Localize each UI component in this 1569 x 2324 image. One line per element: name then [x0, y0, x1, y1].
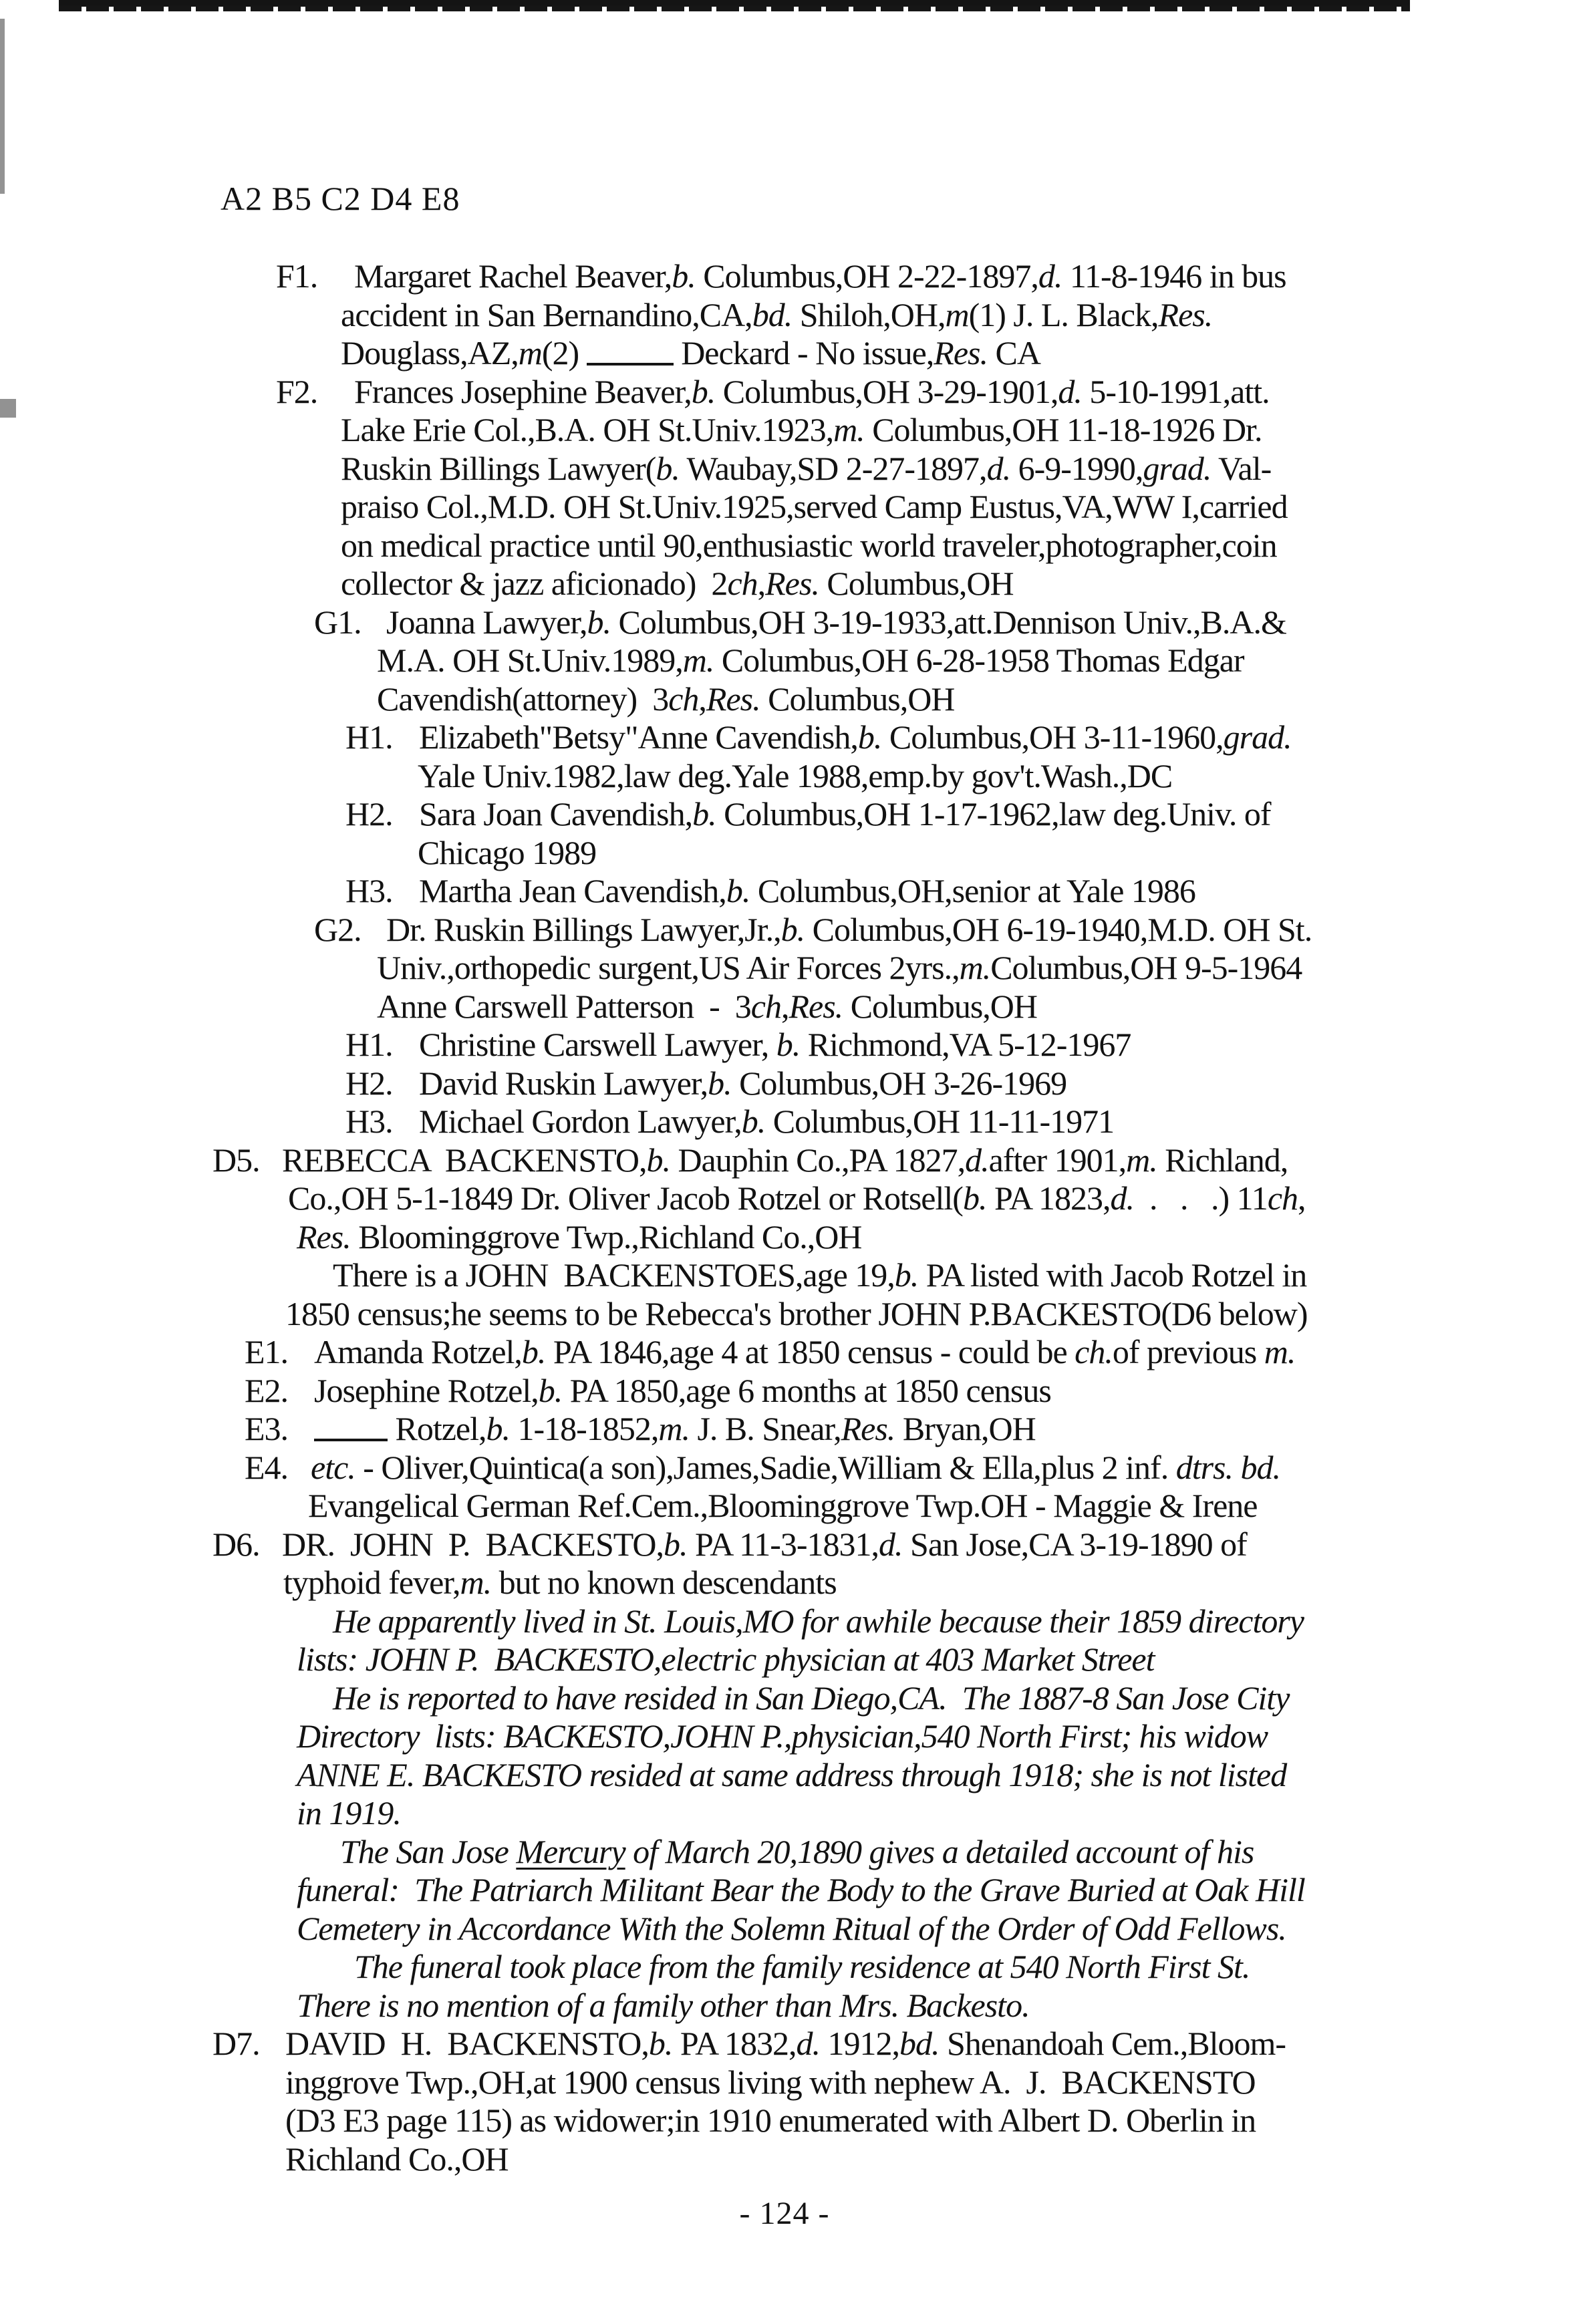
entry-label: H3.	[345, 872, 393, 909]
text-line: inggrove Twp.,OH,at 1900 census living with nephew A. J. BACKENSTO	[285, 2063, 1256, 2101]
scan-artifact-top-bar	[59, 0, 1410, 11]
text-line: Ruskin Billings Lawyer(b. Waubay,SD 2-27-1897,d. 6-9-1990,grad. Val-	[341, 449, 1272, 487]
text-line: accident in San Bernandino,CA,bd. Shiloh,OH,m(1) J. L. Black,Res.	[341, 295, 1213, 333]
text-line: E2. Josephine Rotzel,b. PA 1850,age 6 months at 1850 census	[245, 1371, 1051, 1409]
text-line: G1. Joanna Lawyer,b. Columbus,OH 3-19-1933,att.Dennison Univ.,B.A.&	[314, 603, 1286, 641]
text-line: Richland Co.,OH	[285, 2140, 509, 2178]
text-line: lists: JOHN P. BACKESTO,electric physician at 403 Market Street	[297, 1640, 1155, 1678]
text-line: There is no mention of a family other than Mrs. Backesto.	[297, 1986, 1030, 2024]
text-line: Cemetery in Accordance With the Solemn Ritual of the Order of Odd Fellows.	[297, 1909, 1286, 1947]
text-line: Res. Bloominggrove Twp.,Richland Co.,OH	[297, 1217, 862, 1256]
text-line: 1850 census;he seems to be Rebecca's brother JOHN P.BACKESTO(D6 below)	[285, 1294, 1308, 1332]
scan-artifact-left-edge	[0, 19, 5, 194]
text-line: Lake Erie Col.,B.A. OH St.Univ.1923,m. Columbus,OH 11-18-1926 Dr.	[341, 411, 1262, 448]
entry-label: E1.	[245, 1333, 289, 1370]
entry-label: D7.	[212, 2025, 260, 2062]
entry-label: D6.	[212, 1525, 260, 1563]
text-line: H3. Michael Gordon Lawyer,b. Columbus,OH 11-11-1971	[345, 1103, 1115, 1140]
entry-label: F1.	[276, 257, 318, 295]
entry-label: E4.	[245, 1448, 289, 1486]
text-line: F1. Margaret Rachel Beaver,b. Columbus,OH 2-22-1897,d. 11-8-1946 in bus	[276, 257, 1286, 295]
text-line: in 1919.	[297, 1794, 401, 1832]
entry-label: H1.	[345, 718, 393, 756]
entry-label: G1.	[314, 603, 362, 641]
text-line: He is reported to have resided in San Diego,CA. The 1887-8 San Jose City	[333, 1679, 1290, 1717]
text-block	[0, 257, 1569, 2178]
blank-line	[587, 363, 674, 366]
text-line: There is a JOHN BACKENSTOES,age 19,b. PA listed with Jacob Rotzel in	[333, 1256, 1307, 1294]
text-line: The San Jose Mercury of March 20,1890 gives a detailed account of his	[340, 1832, 1254, 1870]
text-line: E1. Amanda Rotzel,b. PA 1846,age 4 at 1850 census - could be ch.of previous m.	[245, 1333, 1296, 1370]
text-line: E4. etc. - Oliver,Quintica(a son),James,Sadie,William & Ella,plus 2 inf. dtrs. bd.	[245, 1448, 1281, 1486]
text-line: D7. DAVID H. BACKENSTO,b. PA 1832,d. 1912,bd. Shenandoah Cem.,Bloom-	[212, 2025, 1286, 2062]
entry-label: E3.	[245, 1410, 289, 1447]
text-line: Yale Univ.1982,law deg.Yale 1988,emp.by gov't.Wash.,DC	[418, 756, 1173, 794]
text-line: The funeral took place from the family residence at 540 North First St.	[354, 1948, 1250, 1985]
text-line: Douglass,AZ,m(2) Deckard - No issue,Res. CA	[341, 334, 1040, 372]
entry-label: E2.	[245, 1371, 289, 1409]
text-line: He apparently lived in St. Louis,MO for awhile because their 1859 directory	[333, 1602, 1304, 1640]
text-line: M.A. OH St.Univ.1989,m. Columbus,OH 6-28-1958 Thomas Edgar	[377, 641, 1244, 679]
text-line: H1. Christine Carswell Lawyer, b. Richmond,VA 5-12-1967	[345, 1026, 1131, 1063]
text-line: H3. Martha Jean Cavendish,b. Columbus,OH,senior at Yale 1986	[345, 872, 1195, 909]
text-line: Cavendish(attorney) 3ch,Res. Columbus,OH	[377, 680, 955, 718]
text-line: Anne Carswell Patterson - 3ch,Res. Columbus,OH	[377, 987, 1037, 1025]
generation-code-heading: A2 B5 C2 D4 E8	[221, 180, 460, 217]
entry-label: F2.	[276, 372, 318, 410]
page-number: - 124 -	[739, 2196, 830, 2231]
text-line: Chicago 1989	[418, 833, 597, 871]
text-line: E3. Rotzel,b. 1-18-1852,m. J. B. Snear,Res. Bryan,OH	[245, 1410, 1036, 1447]
text-line: collector & jazz aficionado) 2ch,Res. Columbus,OH	[341, 565, 1014, 602]
text-line: on medical practice until 90,enthusiastic world traveler,photographer,coin	[341, 526, 1277, 564]
text-line: funeral: The Patriarch Militant Bear the Body to the Grave Buried at Oak Hill	[297, 1871, 1305, 1908]
text-line: G2. Dr. Ruskin Billings Lawyer,Jr.,b. Columbus,OH 6-19-1940,M.D. OH St.	[314, 910, 1312, 948]
text-line: ANNE E. BACKESTO resided at same address through 1918; she is not listed	[297, 1755, 1287, 1793]
text-line: F2. Frances Josephine Beaver,b. Columbus,OH 3-29-1901,d. 5-10-1991,att.	[276, 372, 1270, 410]
entry-label: H3.	[345, 1103, 393, 1140]
entry-label: D5.	[212, 1141, 260, 1179]
entry-label: H2.	[345, 1064, 393, 1102]
entry-label: G2.	[314, 910, 362, 948]
entry-label: H1.	[345, 1026, 393, 1063]
text-line: D6. DR. JOHN P. BACKESTO,b. PA 11-3-1831,d. San Jose,CA 3-19-1890 of	[212, 1525, 1247, 1563]
text-line: Evangelical German Ref.Cem.,Bloominggrove Twp.OH - Maggie & Irene	[308, 1487, 1258, 1524]
text-line: H2. David Ruskin Lawyer,b. Columbus,OH 3-26-1969	[345, 1064, 1067, 1102]
text-line: H1. Elizabeth"Betsy"Anne Cavendish,b. Columbus,OH 3-11-1960,grad.	[345, 718, 1292, 756]
blank-line	[314, 1439, 388, 1441]
text-line: Directory lists: BACKESTO,JOHN P.,physician,540 North First; his widow	[297, 1717, 1268, 1755]
text-line: D5. REBECCA BACKENSTO,b. Dauphin Co.,PA 1827,d.after 1901,m. Richland,	[212, 1141, 1288, 1179]
entry-label: H2.	[345, 795, 393, 833]
text-line: (D3 E3 page 115) as widower;in 1910 enumerated with Albert D. Oberlin in	[285, 2101, 1256, 2139]
text-line: Co.,OH 5-1-1849 Dr. Oliver Jacob Rotzel or Rotsell(b. PA 1823,d. . . .) 11ch,	[288, 1179, 1306, 1217]
text-line: H2. Sara Joan Cavendish,b. Columbus,OH 1-17-1962,law deg.Univ. of	[345, 795, 1271, 833]
text-line: praiso Col.,M.D. OH St.Univ.1925,served Camp Eustus,VA,WW I,carried	[341, 488, 1288, 525]
text-line: typhoid fever,m. but no known descendants	[283, 1564, 837, 1601]
text-line: Univ.,orthopedic surgent,US Air Forces 2yrs.,m.Columbus,OH 9-5-1964	[377, 949, 1302, 986]
